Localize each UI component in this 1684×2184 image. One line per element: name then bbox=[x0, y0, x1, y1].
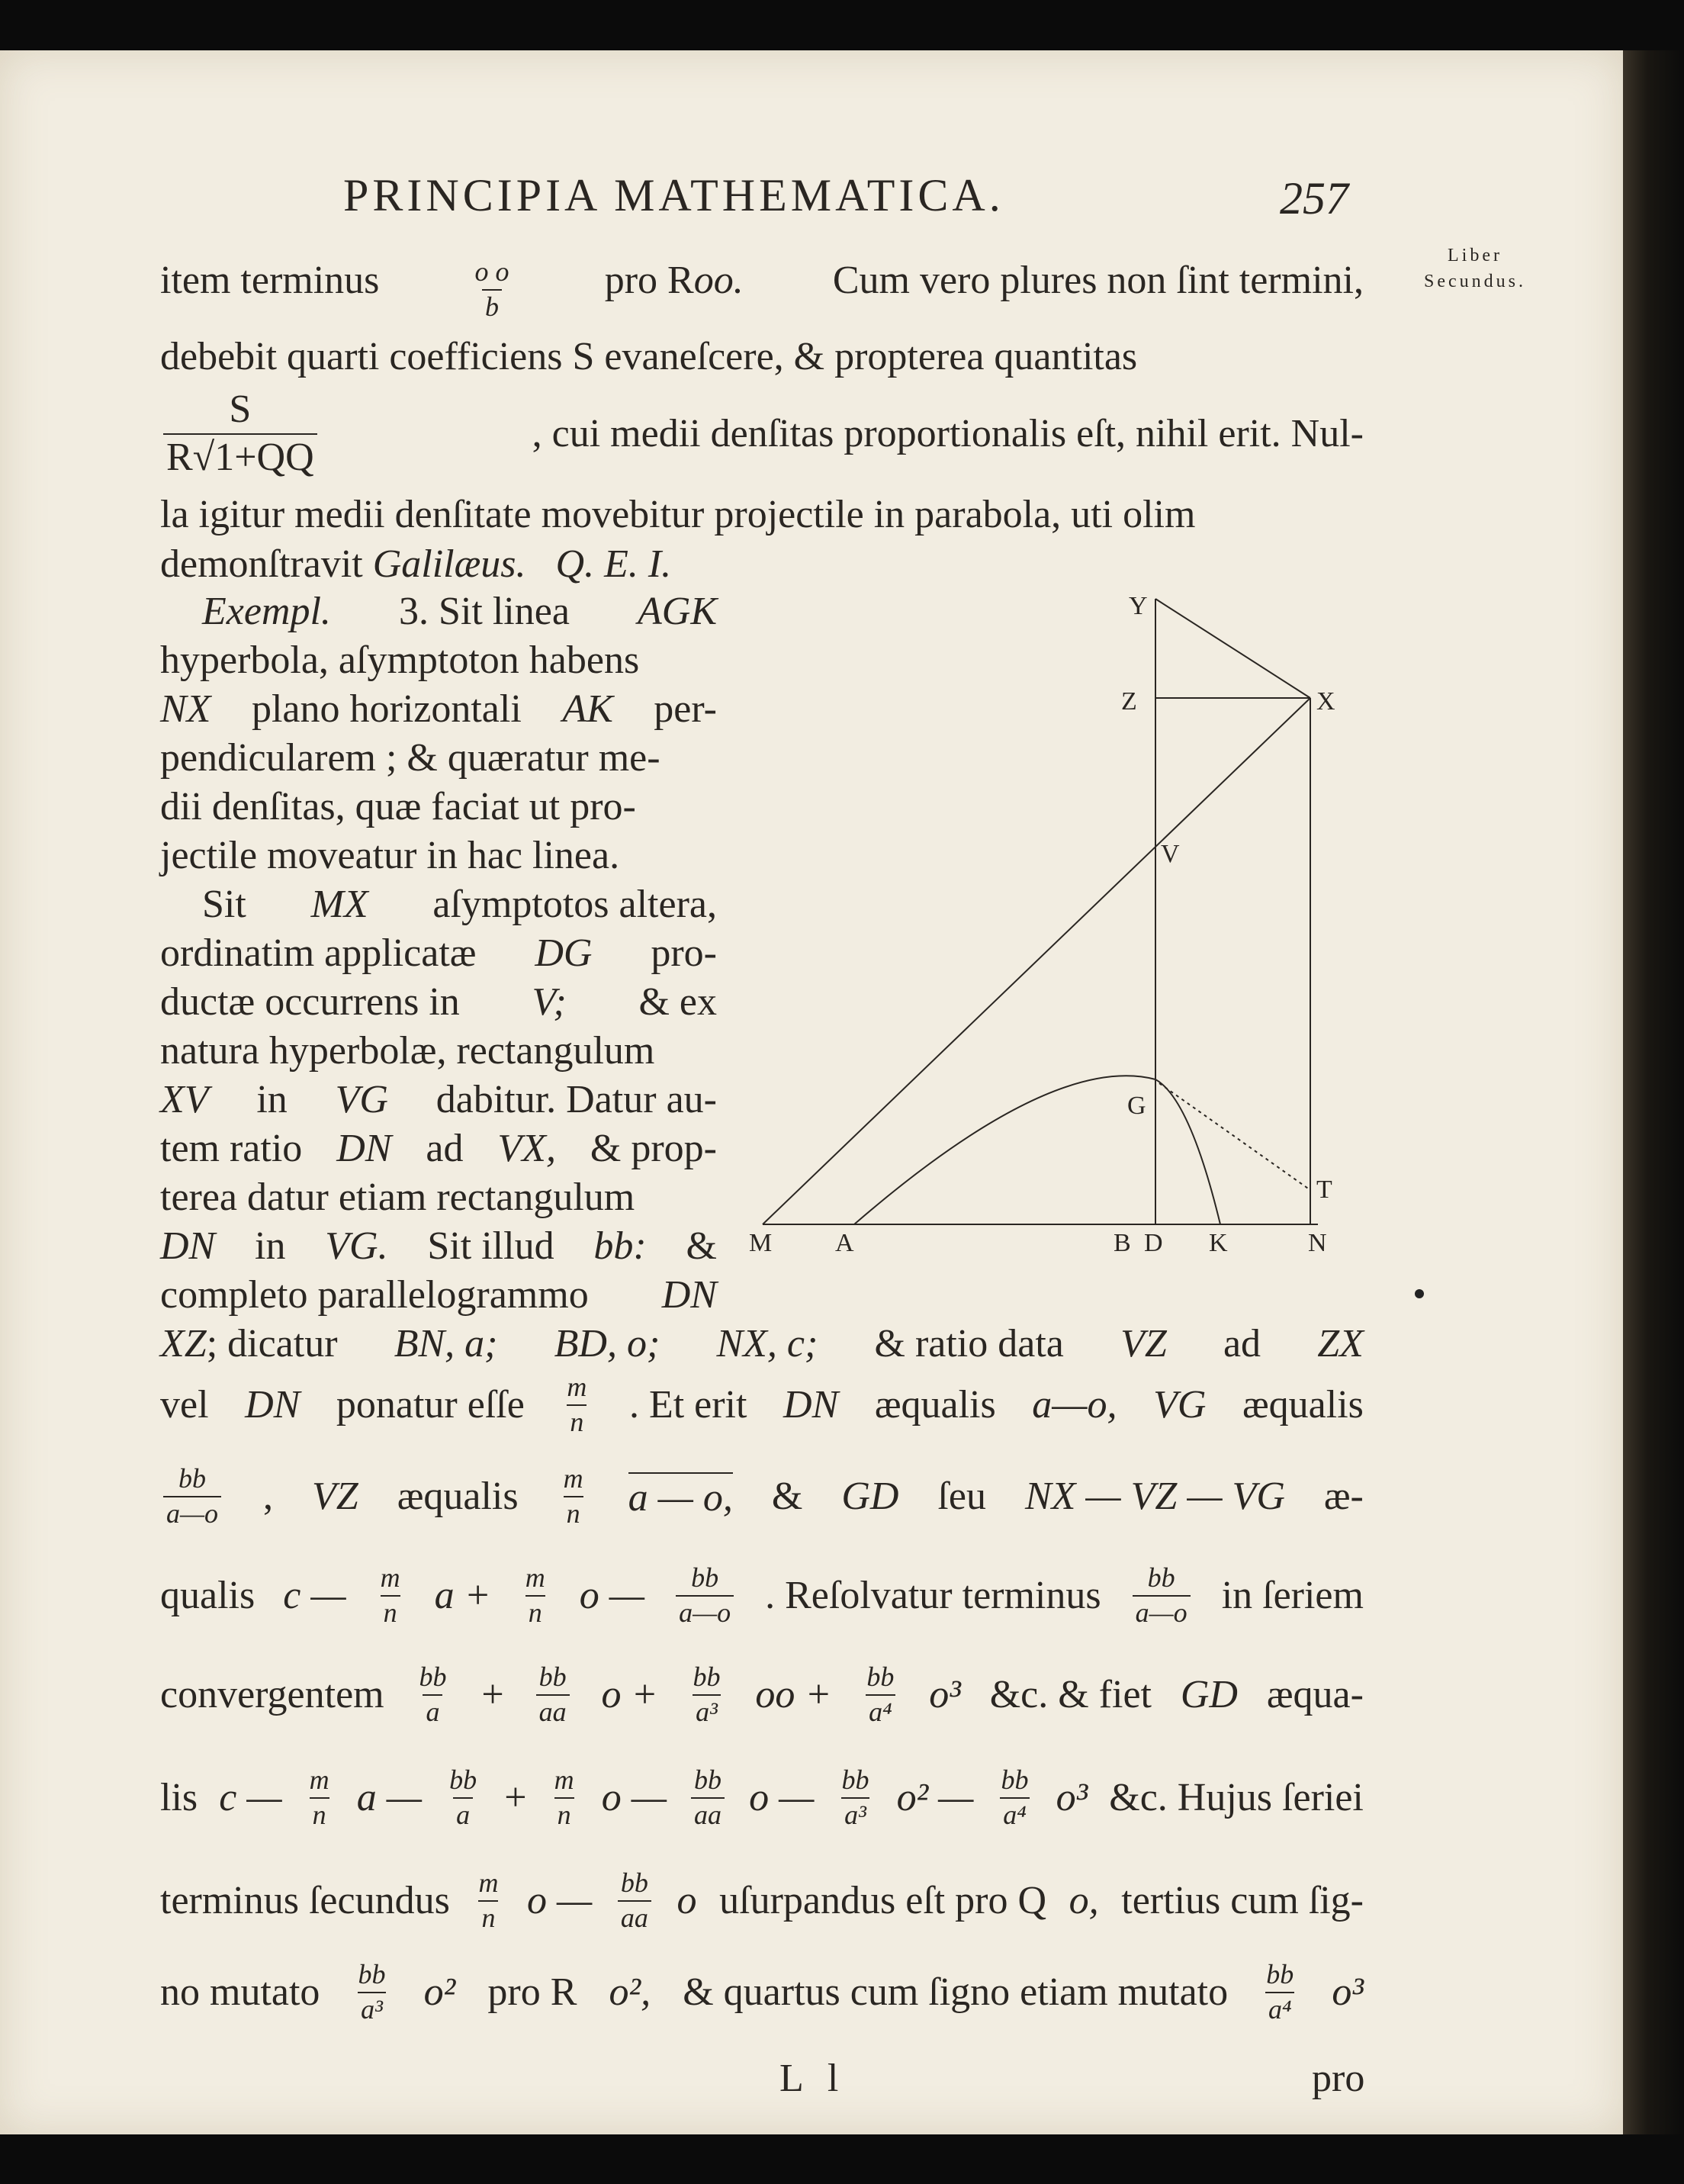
text-line-25: convergentem $\frac{bb}{a}$ + $\frac{bb}{aa}$ o + $\frac{bb}{\text{a³}}$ oo + $\frac{bb}{\text{a⁴}}$ o³ &c. & fiet GD æqua- bbox=[160, 1661, 1364, 1727]
fraction: $\frac{S}{R√1+QQ}$ bbox=[163, 389, 317, 478]
text-line-1: item terminus $\frac{\text{o o}}{b}$ pro Roo. Cum vero plures non ſint termini, bbox=[160, 256, 1364, 322]
label: M bbox=[749, 1229, 773, 1257]
label: T bbox=[1316, 1176, 1332, 1204]
text-line-18: terea datur etiam rectangulum bbox=[160, 1176, 635, 1219]
fraction: $\frac{bb}{a—o}$ bbox=[163, 1465, 221, 1529]
text-line-16: XV in VG dabitur. Datur au- bbox=[160, 1078, 717, 1121]
catchword: pro bbox=[1312, 2057, 1365, 2100]
text-line-2: debebit quarti coefficiens S evaneſcere, & propterea quantitas bbox=[160, 335, 1138, 378]
text-line-15: natura hyperbolæ, rectangulum bbox=[160, 1029, 655, 1073]
text-line-9: pendicularem ; & quæratur me- bbox=[160, 736, 660, 780]
fraction: $\frac{m}{n}$ bbox=[563, 1463, 583, 1529]
fraction: $\frac{\text{o o}}{b}$ bbox=[474, 256, 509, 322]
fraction: $\frac{m}{n}$ bbox=[567, 1372, 587, 1437]
text-line-4: la igitur medii denſitate movebitur projectile in parabola, uti olim bbox=[160, 493, 1196, 536]
text-line-10: dii denſitas, quæ faciat ut pro- bbox=[160, 785, 636, 828]
text-line-13: ordinatim applicatæ DG pro- bbox=[160, 931, 717, 975]
label: G bbox=[1127, 1092, 1146, 1120]
text-line-11: jectile moveatur in hac linea. bbox=[160, 834, 620, 877]
label: V bbox=[1161, 840, 1180, 868]
text-line-12: Sit MX aſymptotos altera, bbox=[202, 883, 717, 926]
text-line-21: XZ; dicatur BN, a; BD, o; NX, c; & ratio data VZ ad ZX bbox=[160, 1322, 1364, 1365]
hyperbola-diagram bbox=[732, 580, 1358, 1266]
running-head: PRINCIPIA MATHEMATICA. bbox=[343, 170, 1004, 220]
marginal-note-line2: Secundus. bbox=[1424, 272, 1526, 291]
line-YX bbox=[1155, 599, 1310, 698]
label: A bbox=[835, 1229, 854, 1257]
text-line-20: completo parallelogrammo DN bbox=[160, 1273, 717, 1317]
marginal-note bbox=[1399, 243, 1551, 294]
label: D bbox=[1144, 1229, 1163, 1257]
ink-dot bbox=[1415, 1289, 1424, 1298]
signature-mark: L l bbox=[779, 2057, 847, 2100]
label: Z bbox=[1121, 687, 1137, 716]
label: X bbox=[1316, 687, 1335, 716]
label: N bbox=[1308, 1229, 1327, 1257]
page-number: 257 bbox=[1280, 173, 1348, 224]
text-line-19: DN in VG. Sit illud bb: & bbox=[160, 1224, 717, 1268]
text-line-28: no mutato $\frac{bb}{\text{a³}}$ o² pro R o², & quartus cum ſigno etiam mutato $\frac{bb}{\text{a⁴}}$ o³ bbox=[160, 1959, 1364, 2025]
tangent-GT bbox=[1159, 1083, 1310, 1190]
label: B bbox=[1114, 1229, 1131, 1257]
text-line-24: qualis c — $\frac{m}{n}$ a + $\frac{m}{n}$ o — $\frac{bb}{a—o}$ . Reſolvatur terminus $\frac{bb}{a—o}$ in ſeriem bbox=[160, 1562, 1364, 1628]
label: Y bbox=[1129, 592, 1148, 620]
text-line-8: NX plano horizontali AK per- bbox=[160, 687, 717, 731]
text-line-7: hyperbola, aſymptoton habens bbox=[160, 638, 640, 682]
text-line-26: lis c — $\frac{m}{n}$ a — $\frac{bb}{a}$ + $\frac{m}{n}$ o — $\frac{bb}{aa}$ o — $\frac{bb}{\text{a³}}$ o² — $\frac{bb}{\text{a⁴}}$ o³ &c. Hujus ſeriei bbox=[160, 1764, 1364, 1830]
marginal-note-line1: Liber bbox=[1448, 246, 1502, 265]
asymptote-MX bbox=[763, 698, 1310, 1224]
hyperbola-AGK bbox=[854, 1076, 1220, 1224]
text-line-6: Exempl. 3. Sit linea AGK bbox=[202, 590, 717, 633]
text-line-22: vel DN ponatur eſſe $\frac{m}{n}$ . Et erit DN æqualis a—o, VG æqualis bbox=[160, 1372, 1364, 1437]
text-line-5: demonſtravit Galilæus. Q. E. I. bbox=[160, 542, 672, 586]
text-line-3: $\frac{S}{R√1+QQ}$ , cui medii denſitas proportionalis eſt, nihil erit. Nul- bbox=[160, 389, 1364, 478]
label: K bbox=[1209, 1229, 1228, 1257]
text-line-23: $\frac{bb}{a—o}$ , VZ æqualis $\frac{m}{n}$ a — o, & GD ſeu NX — VZ — VG æ- bbox=[160, 1465, 1364, 1529]
page-edge-shadow bbox=[1623, 50, 1684, 2134]
text-line-17: tem ratio DN ad VX, & prop- bbox=[160, 1127, 717, 1170]
text-line-27: terminus ſecundus $\frac{m}{n}$ o — $\frac{bb}{aa}$ o uſurpandus eſt pro Q o, tertius cum ſig- bbox=[160, 1867, 1364, 1933]
text-line-14: ductæ occurrens in V; & ex bbox=[160, 980, 717, 1024]
